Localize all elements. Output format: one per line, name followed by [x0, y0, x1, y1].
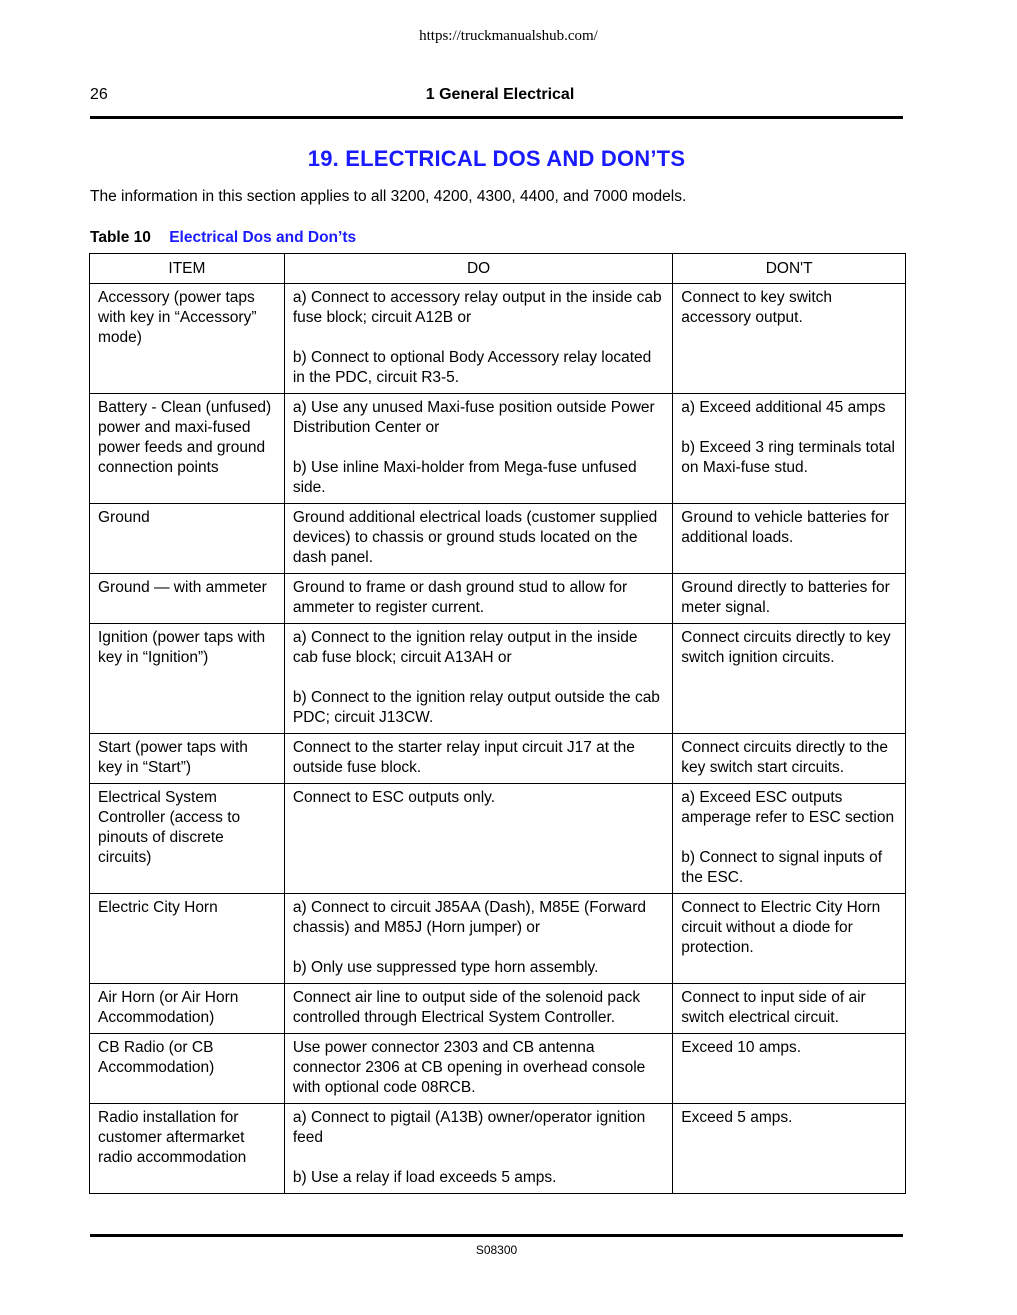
item-cell: Ground — with ammeter	[90, 574, 285, 624]
do-cell-paragraph: a) Connect to pigtail (A13B) owner/operator ignition feed	[292, 1109, 646, 1146]
table-row	[90, 574, 906, 624]
section-title: 19. ELECTRICAL DOS AND DON’TS	[307, 146, 686, 171]
item-cell: Battery - Clean (unfused) power and maxi-fused power feeds and ground connection points	[90, 394, 285, 504]
do-cell	[284, 284, 672, 394]
do-cell-paragraph: Connect to ESC outputs only.	[292, 789, 496, 806]
dont-cell	[673, 734, 906, 784]
dont-cell	[673, 984, 906, 1034]
table-row	[90, 984, 906, 1034]
dont-cell-paragraph: a) Exceed additional 45 amps	[681, 399, 886, 416]
chapter-title: 1 General Electrical	[425, 86, 575, 103]
source-url[interactable]: https://truckmanualshub.com/	[419, 28, 598, 44]
header-dont: DON'T	[673, 254, 906, 284]
dont-cell	[673, 1104, 906, 1194]
table-row	[90, 394, 906, 504]
do-cell	[284, 894, 672, 984]
table-caption-title: Electrical Dos and Don’ts	[169, 229, 357, 246]
dont-cell-paragraph: Ground to vehicle batteries for additional loads.	[681, 509, 889, 546]
dont-cell-paragraph: Connect circuits directly to key switch ignition circuits.	[681, 629, 891, 666]
do-cell-paragraph: Connect air line to output side of the solenoid pack controlled through Electrical System Controller.	[292, 989, 641, 1026]
table-header-row	[90, 254, 906, 284]
table-row	[90, 624, 906, 734]
header-rule	[90, 116, 903, 119]
dont-cell-paragraph: b) Exceed 3 ring terminals total on Maxi-fuse stud.	[681, 439, 895, 476]
dont-cell-paragraph: Connect circuits directly to the key switch start circuits.	[681, 739, 889, 776]
dont-cell	[673, 574, 906, 624]
do-cell-paragraph: b) Connect to optional Body Accessory relay located in the PDC, circuit R3-5.	[292, 349, 652, 386]
table-row	[90, 1034, 906, 1104]
table-row	[90, 1104, 906, 1194]
dont-cell	[673, 284, 906, 394]
dont-cell	[673, 1034, 906, 1104]
header-item: ITEM	[90, 254, 285, 284]
footer-rule	[90, 1234, 903, 1237]
do-cell-paragraph: Connect to the starter relay input circuit J17 at the outside fuse block.	[292, 739, 635, 776]
table-body	[90, 284, 906, 1194]
do-cell-paragraph: b) Only use suppressed type horn assembly.	[292, 959, 599, 976]
item-cell: Electric City Horn	[90, 894, 285, 984]
table-row	[90, 504, 906, 574]
item-cell: Ground	[90, 504, 285, 574]
do-cell	[284, 394, 672, 504]
do-cell	[284, 984, 672, 1034]
do-cell-paragraph: b) Use a relay if load exceeds 5 amps.	[292, 1169, 557, 1186]
item-cell: CB Radio (or CB Accommodation)	[90, 1034, 285, 1104]
footer-code: S08300	[475, 1243, 518, 1257]
item-cell: Air Horn (or Air Horn Accommodation)	[90, 984, 285, 1034]
dont-cell	[673, 784, 906, 894]
dont-cell	[673, 394, 906, 504]
dont-cell-paragraph: Connect to Electric City Horn circuit without a diode for protection.	[681, 899, 881, 956]
item-cell: Ignition (power taps with key in “Ignition”)	[90, 624, 285, 734]
dont-cell	[673, 894, 906, 984]
dont-cell-paragraph: Exceed 10 amps.	[681, 1039, 802, 1056]
page-number: 26	[90, 86, 108, 103]
do-cell	[284, 574, 672, 624]
do-cell-paragraph: a) Connect to circuit J85AA (Dash), M85E (Forward chassis) and M85J (Horn jumper) or	[292, 899, 647, 936]
do-cell-paragraph: a) Connect to accessory relay output in the inside cab fuse block; circuit A12B or	[292, 289, 662, 326]
table-row	[90, 784, 906, 894]
table-row	[90, 284, 906, 394]
dont-cell-paragraph: Exceed 5 amps.	[681, 1109, 793, 1126]
dont-cell-paragraph: Connect to key switch accessory output.	[681, 289, 833, 326]
intro-paragraph: The information in this section applies to all 3200, 4200, 4300, 4400, and 7000 models.	[90, 188, 687, 205]
dos-donts-table	[89, 253, 906, 1194]
table-row	[90, 734, 906, 784]
dont-cell	[673, 624, 906, 734]
do-cell-paragraph: a) Use any unused Maxi-fuse position outside Power Distribution Center or	[292, 399, 655, 436]
item-cell: Start (power taps with key in “Start”)	[90, 734, 285, 784]
do-cell	[284, 504, 672, 574]
do-cell	[284, 624, 672, 734]
dont-cell-paragraph: Ground directly to batteries for meter signal.	[681, 579, 890, 616]
item-cell: Electrical System Controller (access to pinouts of discrete circuits)	[90, 784, 285, 894]
table-caption	[90, 229, 356, 247]
do-cell-paragraph: Use power connector 2303 and CB antenna connector 2306 at CB opening in overhead console with optional code 08RCB.	[292, 1039, 646, 1096]
table-row	[90, 894, 906, 984]
do-cell-paragraph: Ground to frame or dash ground stud to allow for ammeter to register current.	[292, 579, 628, 616]
header-do: DO	[284, 254, 672, 284]
do-cell	[284, 784, 672, 894]
table-caption-label: Table 10	[90, 229, 151, 246]
do-cell-paragraph: a) Connect to the ignition relay output in the inside cab fuse block; circuit A13AH or	[292, 629, 638, 666]
do-cell	[284, 734, 672, 784]
do-cell	[284, 1104, 672, 1194]
dont-cell-paragraph: b) Connect to signal inputs of the ESC.	[681, 849, 883, 886]
dont-cell	[673, 504, 906, 574]
item-cell: Radio installation for customer aftermarket radio accommodation	[90, 1104, 285, 1194]
do-cell-paragraph: b) Connect to the ignition relay output outside the cab PDC; circuit J13CW.	[292, 689, 660, 726]
do-cell-paragraph: b) Use inline Maxi-holder from Mega-fuse unfused side.	[292, 459, 637, 496]
item-cell: Accessory (power taps with key in “Accessory” mode)	[90, 284, 285, 394]
do-cell	[284, 1034, 672, 1104]
do-cell-paragraph: Ground additional electrical loads (customer supplied devices) to chassis or ground studs located on the dash panel.	[292, 509, 658, 566]
dont-cell-paragraph: a) Exceed ESC outputs amperage refer to ESC section	[681, 789, 895, 826]
dont-cell-paragraph: Connect to input side of air switch electrical circuit.	[681, 989, 866, 1026]
